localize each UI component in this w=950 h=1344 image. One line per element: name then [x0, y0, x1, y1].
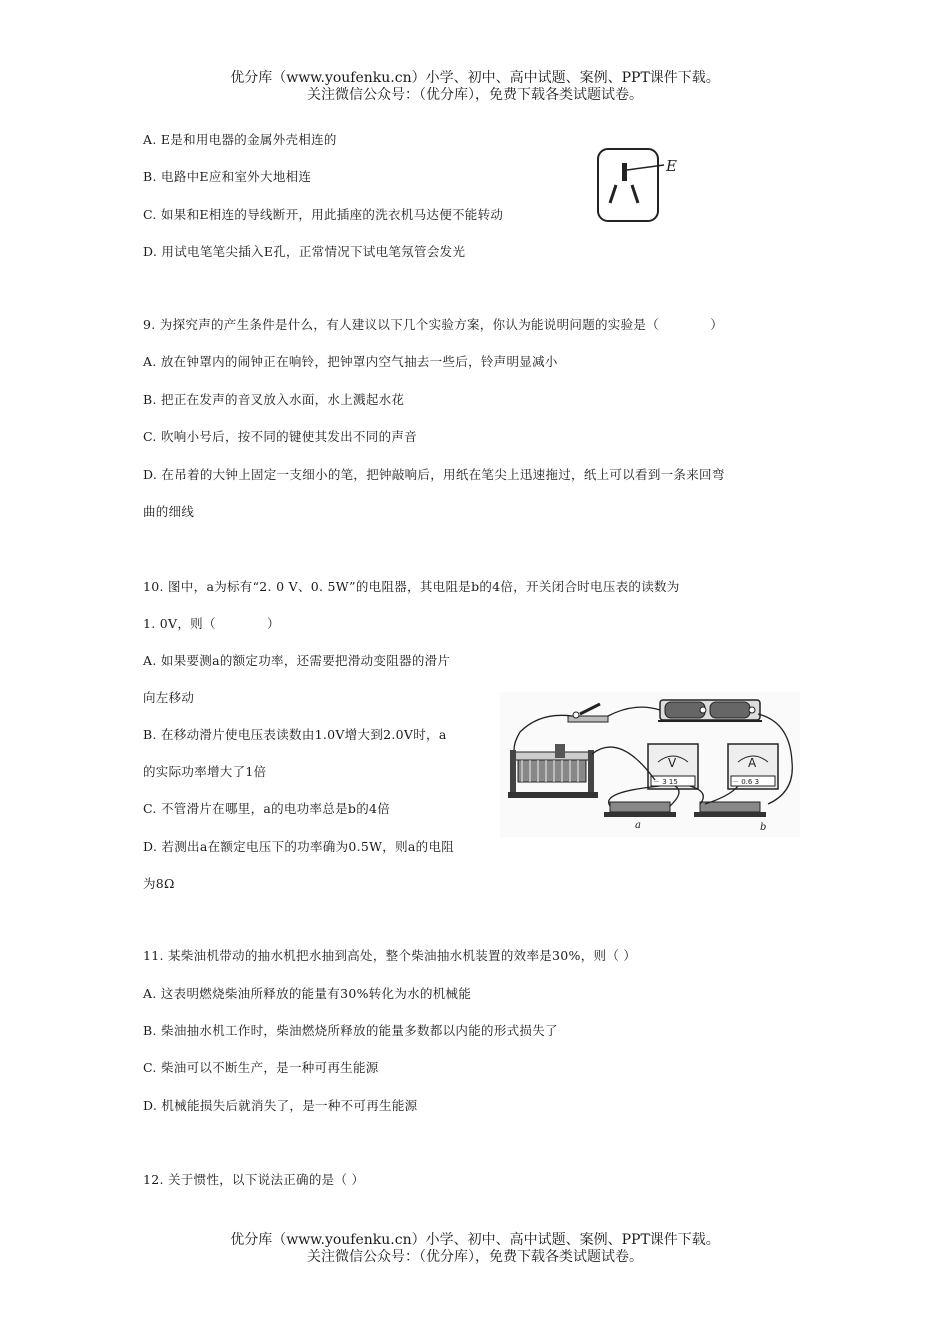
q9-option-d-cont: 曲的细线 [143, 504, 195, 519]
q11-option-b: B. 柴油抽水机工作时，柴油燃烧所释放的能量多数都以内能的形式损失了 [143, 1023, 558, 1038]
q9-option-d: D. 在吊着的大钟上固定一支细小的笔，把钟敲响后，用纸在笔尖上迅速拖过，纸上可以看到一条来回弯 [143, 467, 725, 482]
q8-option-b: B. 电路中E应和室外大地相连 [143, 169, 312, 184]
socket-label-e: E [666, 157, 677, 175]
q8-option-a: A. E是和用电器的金属外壳相连的 [143, 132, 337, 147]
q10-option-b-cont: 的实际功率增大了1倍 [143, 764, 267, 779]
q9-stem: 9. 为探究声的产生条件是什么，有人建议以下几个实验方案，你认为能说明问题的实验是（ ） [143, 317, 724, 332]
label-resistor-b: b [760, 822, 767, 833]
q9-option-c: C. 吹响小号后，按不同的键使其发出不同的声音 [143, 429, 417, 444]
q11-option-d: D. 机械能损失后就消失了，是一种不可再生能源 [143, 1098, 418, 1113]
q10-stem-line1: 10. 图中，a为标有“2. 0 V、0. 5W”的电阻器，其电阻是b的4倍，开关闭合时电压表的读数为 [143, 579, 680, 594]
q10-option-d: D. 若测出a在额定电压下的功率确为0.5W，则a的电阻 [143, 839, 455, 854]
socket-figure [592, 143, 692, 228]
circuit-figure [500, 692, 800, 837]
q11-stem: 11. 某柴油机带动的抽水机把水抽到高处，整个柴油抽水机装置的效率是30%，则（ ） [143, 948, 637, 963]
voltmeter-letter: V [668, 756, 677, 770]
ammeter-scale: － 0.6 3 [732, 778, 760, 786]
q10-option-a: A. 如果要测a的额定功率，还需要把滑动变阻器的滑片 [143, 653, 451, 668]
q8-option-c: C. 如果和E相连的导线断开，用此插座的洗衣机马达便不能转动 [143, 207, 504, 222]
q10-stem-line2: 1. 0V，则（ ） [143, 616, 280, 631]
label-resistor-a: a [635, 820, 641, 831]
q10-option-a-cont: 向左移动 [143, 690, 195, 705]
q10-option-c: C. 不管滑片在哪里，a的电功率总是b的4倍 [143, 801, 391, 816]
q10-option-d-cont: 为8Ω [143, 876, 175, 891]
q9-option-a: A. 放在钟罩内的闹钟正在响铃，把钟罩内空气抽去一些后，铃声明显减小 [143, 354, 558, 369]
page-footer-line1: 优分库（www.youfenku.cn）小学、初中、高中试题、案例、PPT课件下载。 [230, 1232, 720, 1248]
q11-option-c: C. 柴油可以不断生产，是一种可再生能源 [143, 1060, 379, 1075]
page-footer-line2: 关注微信公众号：（优分库），免费下载各类试题试卷。 [307, 1249, 643, 1265]
q9-option-b: B. 把正在发声的音叉放入水面，水上溅起水花 [143, 392, 405, 407]
q8-option-d: D. 用试电笔笔尖插入E孔，正常情况下试电笔氖管会发光 [143, 244, 466, 259]
q12-stem: 12. 关于惯性，以下说法正确的是（ ） [143, 1172, 365, 1187]
ammeter-letter: A [748, 756, 757, 770]
page-header-line1: 优分库（www.youfenku.cn）小学、初中、高中试题、案例、PPT课件下载。 [230, 70, 720, 86]
q10-option-b: B. 在移动滑片使电压表读数由1.0V增大到2.0V时，a [143, 727, 447, 742]
voltmeter-scale: － 3 15 [653, 778, 678, 786]
page-header-line2: 关注微信公众号：（优分库），免费下载各类试题试卷。 [307, 87, 643, 103]
q11-option-a: A. 这表明燃烧柴油所释放的能量有30%转化为水的机械能 [143, 986, 472, 1001]
